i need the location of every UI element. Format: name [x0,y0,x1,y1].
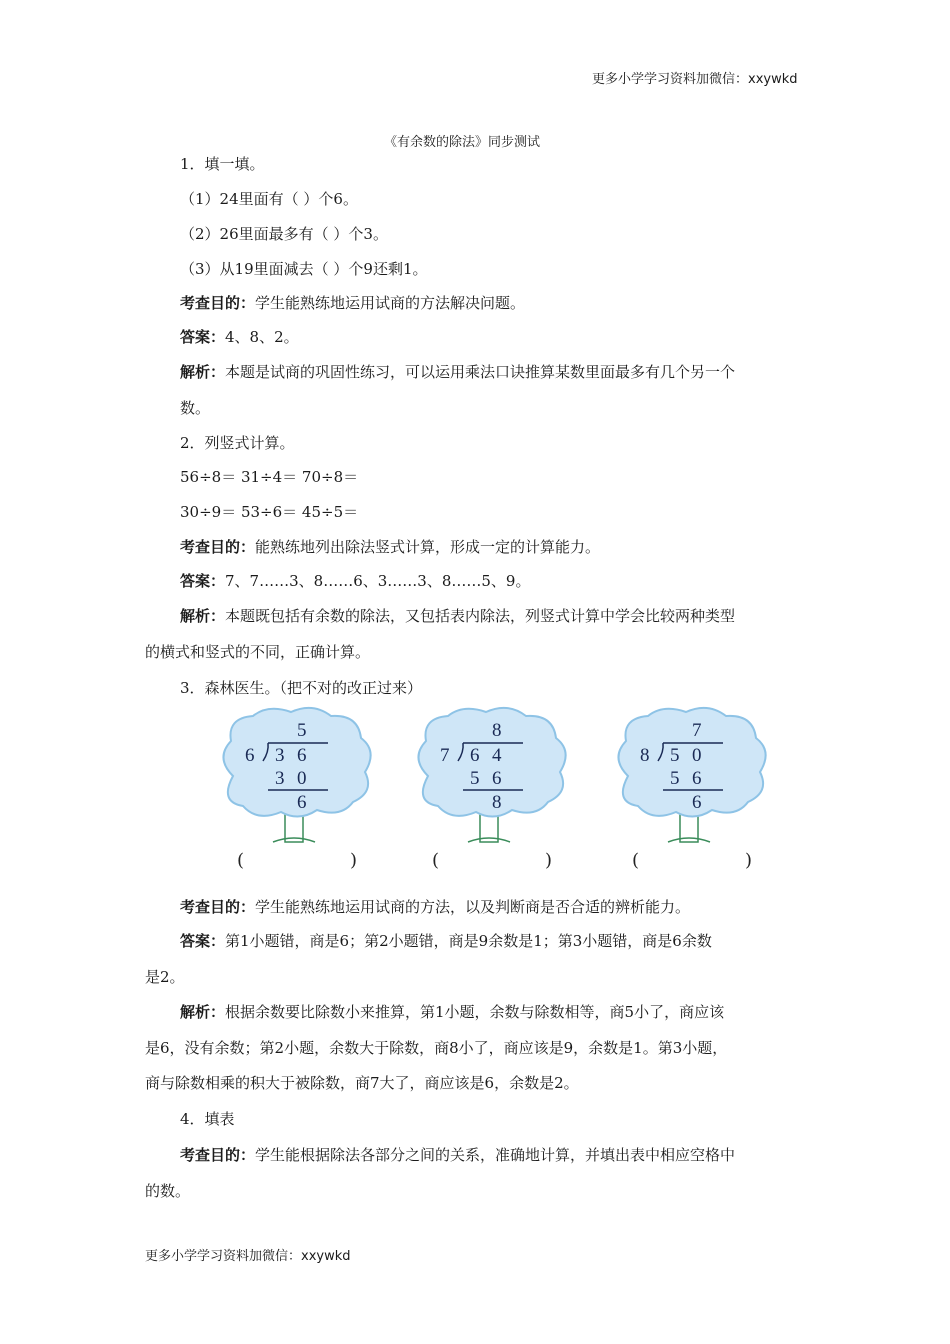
tree-3: 7 8 5 0 5 6 6 ( ) [608,706,773,878]
dividend-tens: 6 [470,745,480,766]
quotient: 7 [692,720,702,741]
answer-text: 第1小题错，商是6；第2小题错，商是9余数是1；第3小题错，商是6余数 [225,932,712,950]
q1-item-3: （3）从19里面减去（ ）个9还剩1。 [180,260,428,278]
divisor: 6 [245,745,255,766]
dividend-tens: 3 [275,745,285,766]
header-promo: 更多小学学习资料加微信：xxywkd [592,72,798,87]
dividend-ones: 0 [692,745,702,766]
product-tens: 5 [670,768,680,789]
analysis-text: 本题是试商的巩固性练习，可以运用乘法口诀推算某数里面最多有几个另一个 [225,363,736,381]
q2-row-2: 30÷9＝ 53÷6＝ 45÷5＝ [180,503,359,521]
product-ones: 0 [297,768,307,789]
answer-label: 答案： [180,328,226,346]
answer-label: 答案： [180,932,226,950]
q1-analysis-2: 数。 [180,399,211,417]
divisor: 8 [640,745,650,766]
footer-promo: 更多小学学习资料加微信：xxywkd [145,1249,351,1264]
goal-label: 考查目的： [180,1146,256,1164]
q2-goal [180,537,600,557]
q3-analysis-3: 商与除数相乘的积大于被除数，商7大了，商应该是6，余数是2。 [145,1074,579,1092]
q4-goal-1 [180,1145,735,1165]
q1-heading: 1．填一填。 [180,155,265,173]
q3-analysis-1 [180,1002,724,1022]
remainder: 6 [692,792,702,813]
q2-answer [180,571,530,591]
analysis-text: 根据余数要比除数小来推算，第1小题，余数与除数相等，商5小了，商应该 [225,1003,725,1021]
q2-analysis-2: 的横式和竖式的不同，正确计算。 [145,643,371,661]
goal-text: 能熟练地列出除法竖式计算，形成一定的计算能力。 [255,538,601,556]
q1-item-2: （2）26里面最多有（ ）个3。 [180,225,388,243]
analysis-label: 解析： [180,607,226,625]
analysis-text: 本题既包括有余数的除法，又包括表内除法，列竖式计算中学会比较两种类型 [225,607,736,625]
tree-2-illustration [408,706,573,846]
goal-label: 考查目的： [180,538,256,556]
q3-answer-1 [180,931,712,951]
goal-text: 学生能熟练地运用试商的方法解决问题。 [255,294,526,312]
goal-text: 学生能根据除法各部分之间的关系，准确地计算，并填出表中相应空格中 [255,1146,736,1164]
product-tens: 5 [470,768,480,789]
dividend-ones: 6 [297,745,307,766]
answer-label: 答案： [180,572,226,590]
tree-1-illustration [213,706,378,846]
analysis-label: 解析： [180,1003,226,1021]
divisor: 7 [440,745,450,766]
product-tens: 3 [275,768,285,789]
answer-text: 4、8、2。 [225,328,299,346]
remainder: 6 [297,792,307,813]
tree-3-illustration [608,706,773,846]
q1-goal [180,293,525,313]
quotient: 5 [297,720,307,741]
q1-analysis-1 [180,362,735,382]
q2-analysis-1 [180,606,735,626]
q3-answer-2: 是2。 [145,968,185,986]
dividend-ones: 4 [492,745,502,766]
q3-heading: 3．森林医生。（把不对的改正过来） [180,679,423,697]
remainder: 8 [492,792,502,813]
tree-2: 8 7 6 4 5 6 8 ( ) [408,706,573,878]
goal-label: 考查目的： [180,294,256,312]
q3-analysis-2: 是6，没有余数；第2小题，余数大于除数，商8小了，商应该是9，余数是1。第3小题， [145,1039,728,1057]
q1-item-1: （1）24里面有（ ）个6。 [180,190,358,208]
goal-text: 学生能熟练地运用试商的方法，以及判断商是否合适的辨析能力。 [255,898,691,916]
q2-row-1: 56÷8＝ 31÷4＝ 70÷8＝ [180,468,359,486]
quotient: 8 [492,720,502,741]
product-ones: 6 [492,768,502,789]
q3-goal [180,897,690,917]
product-ones: 6 [692,768,702,789]
goal-label: 考查目的： [180,898,256,916]
answer-text: 7、7……3、8……6、3……3、8……5、9。 [225,572,531,590]
tree-1: 5 6 3 6 3 0 6 ( ) [213,706,378,878]
q1-answer [180,327,299,347]
q2-heading: 2．列竖式计算。 [180,434,295,452]
analysis-label: 解析： [180,363,226,381]
q4-goal-2: 的数。 [145,1182,191,1200]
q4-heading: 4．填表 [180,1110,235,1128]
dividend-tens: 5 [670,745,680,766]
page-title: 《有余数的除法》同步测试 [384,135,541,150]
forest-doctor-figure [203,706,779,878]
